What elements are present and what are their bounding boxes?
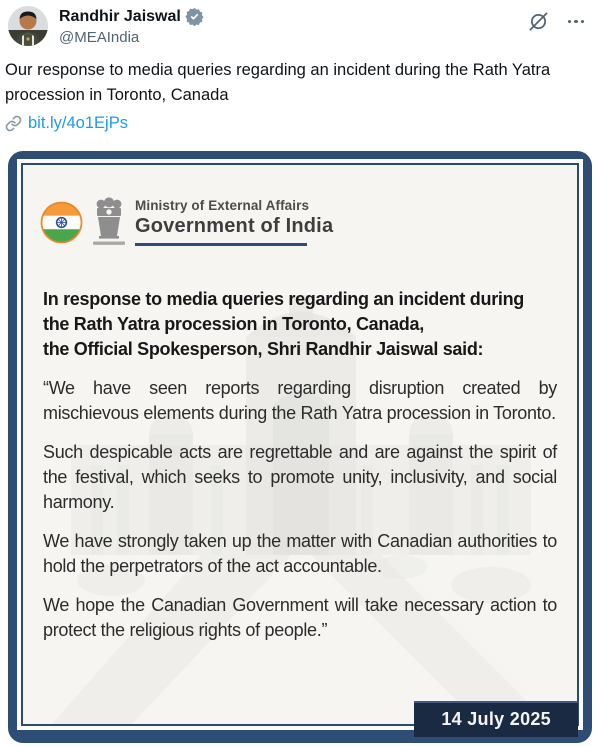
link-chain-icon [5,115,22,132]
ministry-label: Ministry of External Affairs [135,198,310,213]
tweet-link[interactable]: bit.ly/4o1EjPs [28,114,128,132]
grok-icon[interactable] [529,12,548,31]
government-label: Government of India [135,215,334,237]
tweet-header [0,0,600,46]
avatar[interactable] [8,6,48,46]
mea-titles [135,198,333,246]
statement-body [23,287,577,643]
statement-image-card[interactable] [8,151,592,743]
author-block [59,6,204,46]
header-underline [135,243,307,246]
heading-line: the Rath Yatra procession in Toronto, Canada, [43,314,424,334]
ashoka-emblem-icon [92,196,126,248]
statement-paragraph: We have strongly taken up the matter with Canadian authorities to hold the perpetrators of the act accountable. [43,531,557,576]
statement-paragraph: “We have seen reports regarding disruption created by mischievous elements during the Rath Yatra procession in Toronto. [43,378,557,423]
verified-badge-icon [185,7,204,26]
statement-paragraph: Such despicable acts are regrettable and are against the spirit of the festival, which seeks to promote unity, inclusivity, and social harmony. [43,442,557,512]
more-ellipsis-icon[interactable] [566,18,587,26]
avatar-photo [8,6,48,46]
header-actions [529,12,587,31]
author-name[interactable]: Randhir Jaiswal [59,7,181,25]
heading-line: the Official Spokesperson, Shri Randhir Jaiswal said: [43,339,484,359]
tweet-link-row [5,111,594,136]
statement-paragraph: We hope the Canadian Government will take necessary action to protect the religious rights of people.” [43,595,557,640]
statement-date-badge: 14 July 2025 [414,701,578,737]
mea-logo-header [40,196,577,248]
india-flag-icon [40,201,83,244]
heading-line: In response to media queries regarding an incident during [43,289,524,309]
statement-heading [43,287,557,362]
author-handle[interactable]: @MEAIndia [59,29,140,46]
tweet-text: Our response to media queries regarding an incident during the Rath Yatra procession in Toronto, Canada [5,61,551,104]
statement-content [21,163,579,726]
